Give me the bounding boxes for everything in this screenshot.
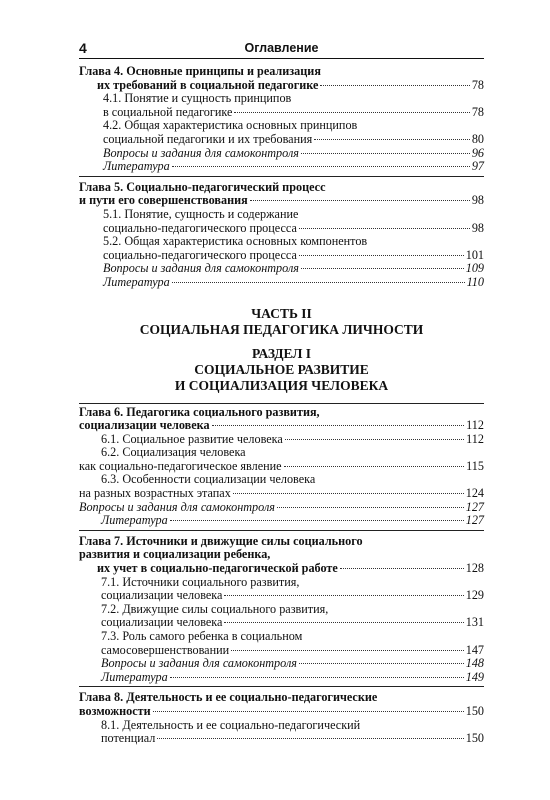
toc-entry: [79, 705, 484, 719]
section-title: 6.3. Особенности социализации человека: [101, 472, 316, 487]
dot-leader: [299, 227, 470, 229]
dot-leader: [172, 281, 465, 283]
page-ref: 128: [465, 561, 484, 576]
chapter-title-cont: и пути его совершенствования: [79, 193, 248, 208]
literature-label: Литература: [101, 513, 168, 528]
chapter-4: [79, 65, 484, 177]
dot-leader: [233, 492, 464, 494]
dot-leader: [301, 152, 470, 154]
chapter-title-cont: их требований в социальной педагогике: [97, 77, 319, 92]
section-title-cont: как социально-педагогическое явление: [79, 458, 282, 473]
section-title: 4.1. Понятие и сущность принципов: [103, 91, 292, 106]
page-ref: 78: [471, 77, 484, 92]
section-title-line2: И СОЦИАЛИЗАЦИЯ ЧЕЛОВЕКА: [174, 377, 389, 393]
toc-entry: [79, 222, 484, 236]
table-of-contents: [79, 65, 484, 748]
running-title: Оглавление: [244, 41, 319, 55]
dot-leader: [285, 438, 464, 440]
chapter-6: [79, 403, 484, 531]
section-title: 5.2. Общая характеристика основных компонентов: [103, 234, 368, 249]
questions-label: Вопросы и задания для самоконтроля: [79, 499, 275, 514]
page-ref: 124: [465, 486, 484, 501]
page-number: 4: [79, 40, 87, 56]
dot-leader: [301, 267, 464, 269]
page-ref: 101: [465, 247, 484, 262]
toc-entry: [79, 460, 484, 474]
page-ref: 98: [471, 220, 484, 235]
page-ref: 148: [465, 656, 484, 671]
literature-label: Литература: [101, 669, 168, 684]
chapter-title: Глава 8. Деятельность и ее социально-педагогические: [79, 690, 378, 705]
dot-leader: [224, 621, 463, 623]
dot-leader: [224, 594, 463, 596]
toc-entry: [79, 671, 484, 685]
toc-entry: [79, 79, 484, 93]
page-ref: 127: [465, 513, 484, 528]
toc-entry: [79, 487, 484, 501]
section-title: 5.1. Понятие, сущность и содержание: [103, 206, 299, 221]
section-title: 4.2. Общая характеристика основных принципов: [103, 118, 358, 133]
dot-leader: [284, 465, 465, 467]
toc-entry: [79, 419, 484, 433]
toc-entry: [79, 262, 484, 276]
page-ref: 115: [466, 458, 484, 473]
dot-leader: [172, 165, 470, 167]
chapter-title: Глава 7. Источники и движущие силы социального: [79, 533, 363, 548]
toc-entry: [79, 589, 484, 603]
dot-leader: [212, 424, 465, 426]
section-title-cont: социализации человека: [101, 588, 223, 603]
page-ref: 78: [471, 104, 484, 119]
page-ref: 127: [465, 499, 484, 514]
page-ref: 112: [466, 431, 484, 446]
literature-label: Литература: [103, 274, 170, 289]
chapter-title: Глава 4. Основные принципы и реализация: [79, 64, 321, 78]
dot-leader: [231, 649, 464, 651]
dot-leader: [234, 111, 469, 113]
section-title-cont: в социальной педагогике: [103, 104, 233, 119]
literature-label: Литература: [103, 159, 170, 174]
toc-entry: [79, 433, 484, 447]
dot-leader: [299, 662, 464, 664]
section-heading: [79, 346, 484, 394]
part-title: СОЦИАЛЬНАЯ ПЕДАГОГИКА ЛИЧНОСТИ: [139, 321, 424, 337]
toc-entry: [79, 657, 484, 671]
toc-entry: [79, 249, 484, 263]
page-ref: 97: [471, 159, 484, 174]
section-title-cont: самосовершенствовании: [101, 642, 230, 657]
toc-entry: [79, 194, 484, 208]
dot-leader: [250, 199, 470, 201]
chapter-title-cont: их учет в социально-педагогической работе: [97, 561, 338, 576]
dot-leader: [277, 506, 464, 508]
section-title: 7.1. Источники социального развития,: [101, 574, 300, 589]
section-title: 7.2. Движущие силы социального развития,: [101, 601, 329, 616]
toc-entry: [79, 644, 484, 658]
toc-entry: [79, 616, 484, 630]
questions-label: Вопросы и задания для самоконтроля: [103, 145, 299, 160]
dot-leader: [170, 676, 464, 678]
section-title: 7.3. Роль самого ребенка в социальном: [101, 629, 303, 643]
dot-leader: [170, 519, 464, 521]
page-ref: 150: [465, 731, 484, 746]
toc-entry: [79, 562, 484, 576]
questions-label: Вопросы и задания для самоконтроля: [103, 261, 299, 276]
chapter-title-cont: возможности: [79, 703, 151, 718]
chapter-7: [79, 535, 484, 688]
page-ref: 110: [466, 274, 484, 289]
section-title: 6.2. Социализация человека: [101, 445, 246, 460]
page-ref: 112: [466, 418, 484, 433]
section-title-cont: социализации человека: [101, 615, 223, 630]
toc-entry: [79, 501, 484, 515]
questions-label: Вопросы и задания для самоконтроля: [101, 656, 297, 671]
part-heading: [79, 306, 484, 338]
page-ref: 150: [465, 703, 484, 718]
dot-leader: [314, 138, 470, 140]
page-ref: 109: [465, 261, 484, 276]
section-title-cont: социально-педагогического процесса: [103, 247, 297, 262]
toc-entry: [79, 732, 484, 746]
page-ref: 96: [471, 145, 484, 160]
chapter-8: [79, 691, 484, 747]
page-ref: 147: [465, 642, 484, 657]
toc-entry: [79, 147, 484, 161]
section-title-cont: социальной педагогики и их требования: [103, 131, 313, 146]
page-ref: 80: [471, 131, 484, 146]
toc-entry: [79, 276, 484, 290]
section-title-cont: потенциал: [101, 731, 156, 746]
dot-leader: [299, 254, 464, 256]
dot-leader: [340, 567, 464, 569]
section-title: 6.1. Социальное развитие человека: [101, 431, 283, 446]
toc-entry: [79, 106, 484, 120]
part-label: ЧАСТЬ II: [251, 305, 312, 321]
chapter-title: Глава 6. Педагогика социального развития,: [79, 404, 320, 419]
chapter-title: Глава 5. Социально-педагогический процесс: [79, 179, 326, 194]
dot-leader: [320, 84, 469, 86]
section-title-cont: на разных возрастных этапах: [79, 486, 231, 501]
section-title: 8.1. Деятельность и ее социально-педагогический: [101, 717, 361, 732]
toc-entry: [79, 514, 484, 528]
dot-leader: [157, 737, 463, 739]
chapter-title-cont: развития и социализации ребенка,: [79, 547, 271, 562]
page-header: [79, 40, 484, 59]
book-page: [79, 40, 484, 752]
page-ref: 131: [465, 615, 484, 630]
chapter-5: [79, 181, 484, 292]
toc-entry: [79, 133, 484, 147]
toc-entry: [79, 160, 484, 174]
page-ref: 129: [465, 588, 484, 603]
page-ref: 98: [471, 193, 484, 208]
chapter-title-cont: социализации человека: [79, 418, 210, 433]
section-label: РАЗДЕЛ I: [251, 345, 312, 361]
section-title-cont: социально-педагогического процесса: [103, 220, 297, 235]
dot-leader: [153, 710, 464, 712]
page-ref: 149: [465, 669, 484, 684]
section-title-line1: СОЦИАЛЬНОЕ РАЗВИТИЕ: [194, 361, 369, 377]
